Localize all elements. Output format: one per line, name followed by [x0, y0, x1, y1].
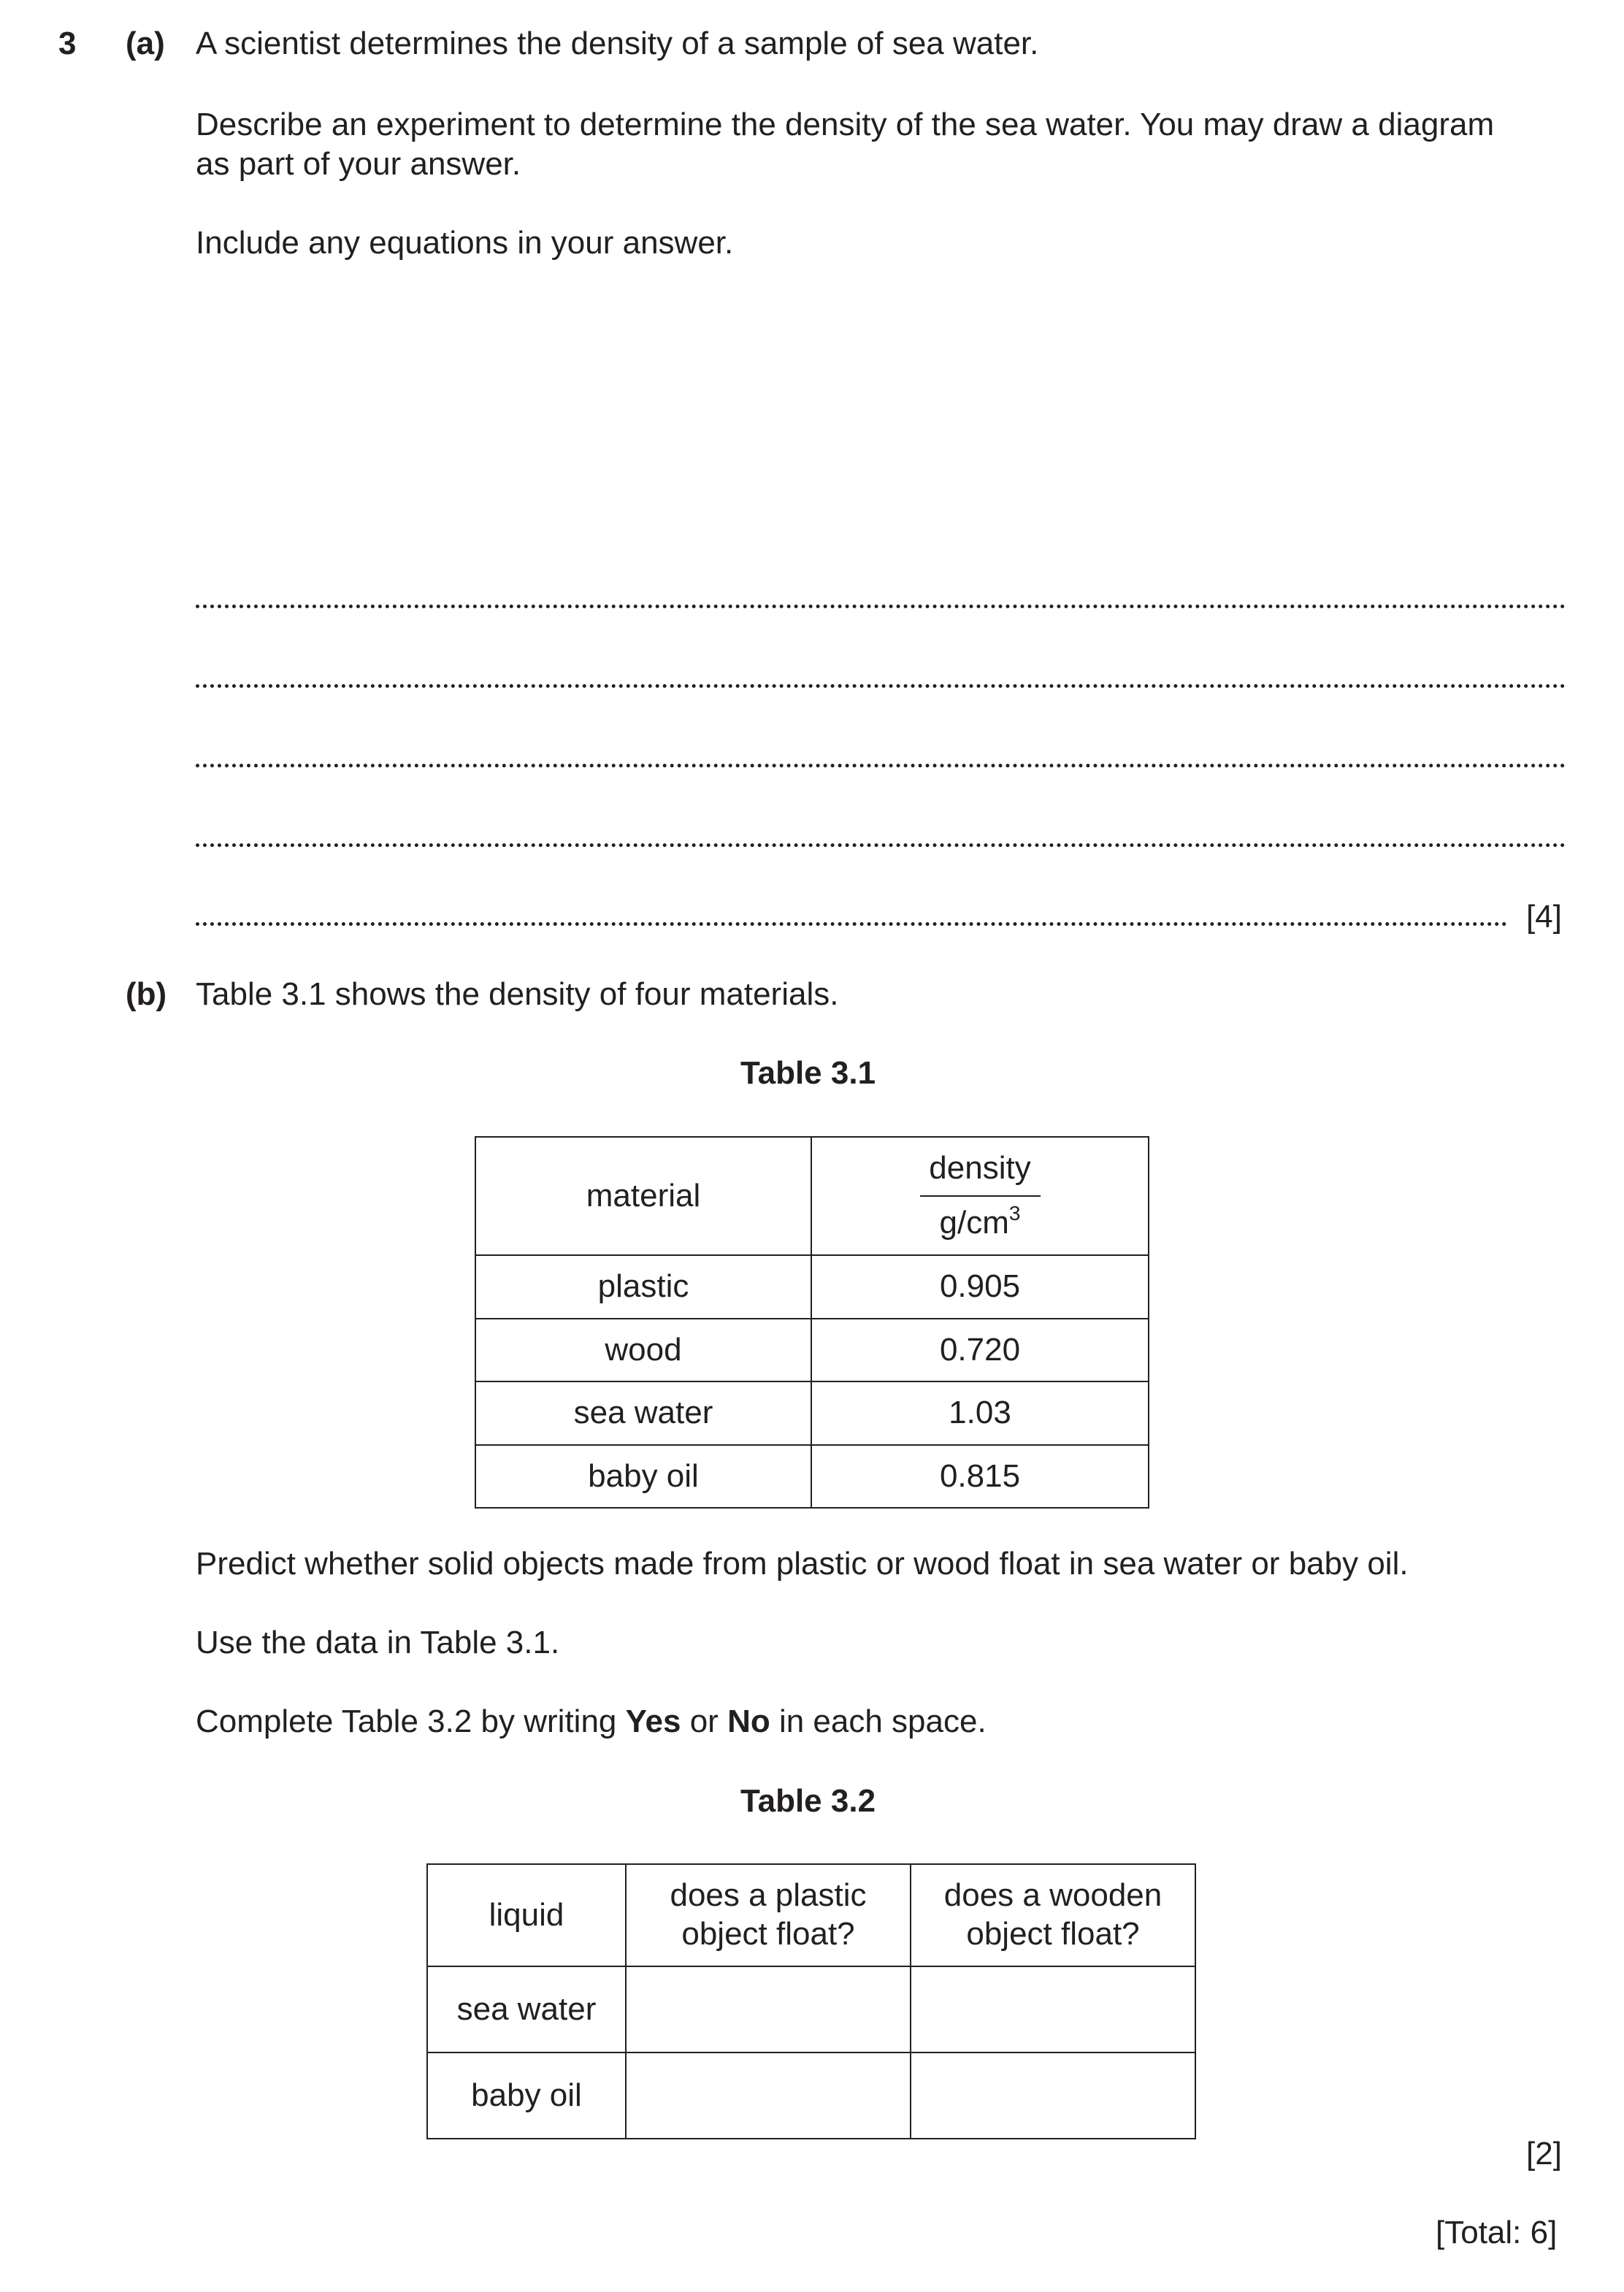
- yes-word: Yes: [625, 1703, 681, 1739]
- density-cell: 1.03: [811, 1381, 1149, 1445]
- no-word: No: [727, 1703, 770, 1739]
- part-a-intro: A scientist determines the density of a sample of sea water.: [196, 26, 1039, 61]
- density-cell: 0.720: [811, 1319, 1149, 1381]
- density-cell: 0.905: [811, 1255, 1149, 1319]
- part-b-marks: [2]: [1526, 2136, 1562, 2172]
- material-cell: plastic: [475, 1255, 811, 1319]
- header-density: [811, 1137, 1149, 1255]
- answer-cell-wood[interactable]: [911, 2053, 1195, 2139]
- complete-instruction: [196, 1703, 987, 1741]
- table-row: [427, 1966, 1195, 2053]
- table-row: [475, 1381, 1149, 1445]
- header-plastic-line1: does a plastic: [670, 1877, 867, 1914]
- liquid-cell: sea water: [427, 1966, 626, 2053]
- table-row: [475, 1255, 1149, 1319]
- part-a-instruction-line2: as part of your answer.: [196, 146, 521, 182]
- header-plastic-float: [626, 1864, 911, 1966]
- total-marks: [Total: 6]: [1436, 2215, 1558, 2250]
- question-number: 3: [58, 26, 77, 61]
- part-a-instruction-equations: Include any equations in your answer.: [196, 225, 734, 261]
- density-label: density: [929, 1150, 1031, 1187]
- table-3-2: [426, 1863, 1196, 2139]
- density-unit-base: g/cm: [939, 1205, 1009, 1241]
- part-a-marks: [4]: [1526, 899, 1562, 935]
- table-3-1-header-row: [475, 1137, 1149, 1255]
- table-3-2-title: Table 3.2: [740, 1783, 876, 1819]
- part-a-label: (a): [126, 26, 165, 61]
- header-plastic-line2: object float?: [681, 1916, 855, 1952]
- liquid-cell: baby oil: [427, 2053, 626, 2139]
- answer-line[interactable]: [196, 843, 1566, 847]
- material-cell: wood: [475, 1319, 811, 1381]
- material-cell: baby oil: [475, 1445, 811, 1508]
- use-data-instruction: Use the data in Table 3.1.: [196, 1625, 560, 1660]
- header-wood-float: [911, 1864, 1195, 1966]
- complete-text-pre: Complete Table 3.2 by writing: [196, 1703, 626, 1739]
- header-wood-line1: does a wooden: [943, 1877, 1163, 1914]
- header-wood-line2: object float?: [966, 1916, 1140, 1952]
- complete-text-post: in each space.: [770, 1703, 987, 1739]
- or-word: or: [681, 1703, 728, 1739]
- answer-line[interactable]: [196, 684, 1566, 688]
- answer-line[interactable]: [196, 922, 1507, 926]
- part-a-instruction-line1: Describe an experiment to determine the density of the sea water. You may draw a diagram: [196, 107, 1495, 142]
- table-row: [475, 1445, 1149, 1508]
- density-cell: 0.815: [811, 1445, 1149, 1508]
- material-cell: sea water: [475, 1381, 811, 1445]
- header-liquid: liquid: [427, 1864, 626, 1966]
- answer-cell-wood[interactable]: [911, 1966, 1195, 2053]
- answer-line[interactable]: [196, 764, 1566, 767]
- table-row: [427, 2053, 1195, 2139]
- table-3-1-title: Table 3.1: [740, 1055, 876, 1091]
- answer-cell-plastic[interactable]: [626, 2053, 911, 2139]
- part-b-label: (b): [126, 976, 167, 1012]
- table-row: [475, 1319, 1149, 1381]
- table-3-1: [475, 1136, 1149, 1509]
- table-3-2-header-row: [427, 1864, 1195, 1966]
- answer-cell-plastic[interactable]: [626, 1966, 911, 2053]
- answer-line[interactable]: [196, 605, 1566, 608]
- header-material: material: [475, 1137, 811, 1255]
- part-b-intro: Table 3.1 shows the density of four materials.: [196, 976, 839, 1012]
- predict-instruction: Predict whether solid objects made from plastic or wood float in sea water or baby oil.: [196, 1546, 1409, 1582]
- density-unit-exponent: 3: [1008, 1202, 1021, 1224]
- density-unit: [812, 1197, 1148, 1243]
